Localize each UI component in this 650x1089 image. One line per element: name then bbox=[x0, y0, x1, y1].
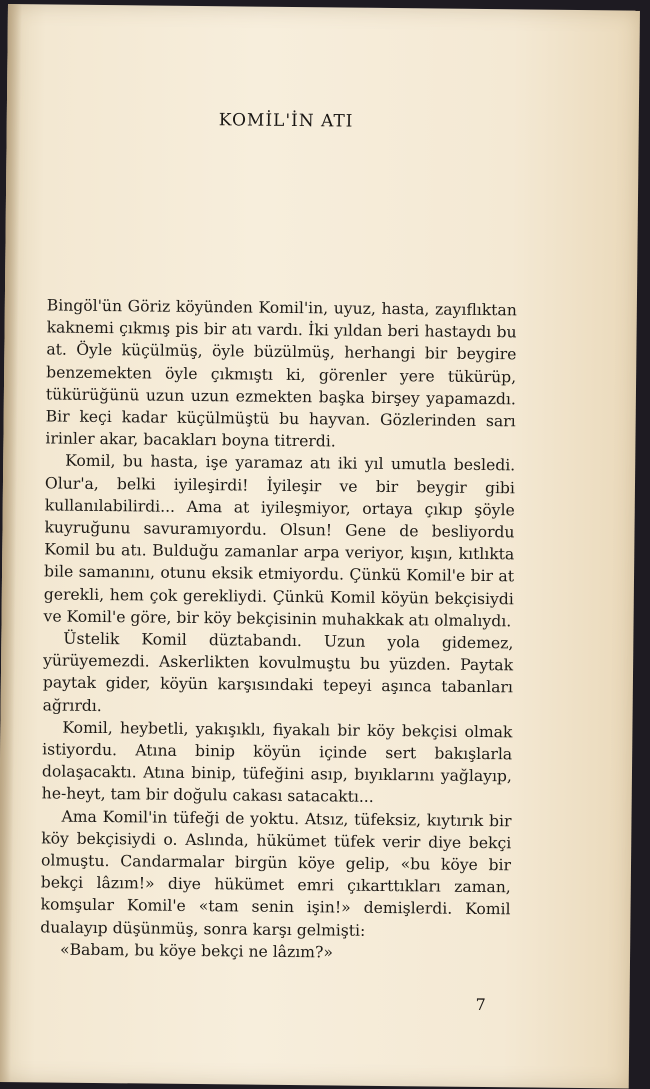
paragraph-4: Komil, heybetli, yakışıklı, fiyakalı bir köy bekçisi olmak istiyordu. Atına binip köyün içinde sert bakışlarla dolaşacaktı. Atına binip, tüfeğini asıp, bıyıklarını yağlayıp, he-heyt, tam bir doğulu cakası satacaktı... bbox=[41, 718, 513, 807]
book-page bbox=[0, 4, 640, 1089]
chapter-title: KOMİL'İN ATI bbox=[218, 110, 354, 132]
page-number: 7 bbox=[475, 994, 486, 1015]
paragraph-2: Komil, bu hasta, işe yaramaz atı iki yıl umutla besledi. Olur'a, belki iyileşirdi! İyileşir ve bir beygir gibi kullanılabilirdi... Ama at iyileşmiyor, ortaya çıkıp şöyle kuyruğunu savuramıyordu. Olsun! Gene de besliyordu Komil bu atı. Bulduğu zamanlar arpa veriyor, kışın, kıtlıkta bile samanını, otunu eksik etmiyordu. Çünkü Komil'e bir at gerekli, hem çok gerekliydi. Çünkü Komil köyün bekçisiydi ve Komil'e göre, bir köy bekçisinin muhakkak atı olmalıydı. bbox=[43, 452, 516, 631]
paragraph-1: Bingöl'ün Göriz köyünden Komil'in, uyuz, hasta, zayıflıktan kaknemi çıkmış pis bir atı vardı. İki yıldan beri hastaydı bu at. Öyle küçülmüş, öyle büzülmüş, herhangi bir beygire benzemekten öyle çıkmıştı ki, görenler yere tükürüp, tükürüğünü uzun uzun ezmekten başka birşey yapamazdı. Bir keçi kadar küçülmüştü bu hayvan. Gözlerinden sarı irinler akar, bacakları boyna titrerdi. bbox=[45, 296, 517, 451]
chapter-body bbox=[40, 294, 517, 965]
paragraph-5: Ama Komil'in tüfeği de yoktu. Atsız, tüfeksiz, kıytırık bir köy bekçisiydi o. Aslında, hükümet tüfek verir diye bekçi olmuştu. Candarmalar birgün köye gelip, «bu köye bir bekçi lâzım!» diye hükümet emri çıkarttıkları zaman, komşular Komil'e «tam senin işin!» demişlerdi. Komil dualayıp düşünmüş, sonra karşı gelmişti: bbox=[40, 807, 512, 940]
paragraph-6: «Babam, bu köye bekçi ne lâzım?» bbox=[60, 940, 334, 962]
paragraph-3: Üstelik Komil düztabandı. Uzun yola gidemez, yürüyemezdi. Askerlikten kovulmuştu bu yüzden. Paytak paytak gider, köyün karşısındaki tepeyi aşınca tabanları ağrırdı. bbox=[42, 629, 514, 715]
page-gutter-shadow bbox=[0, 4, 22, 1082]
